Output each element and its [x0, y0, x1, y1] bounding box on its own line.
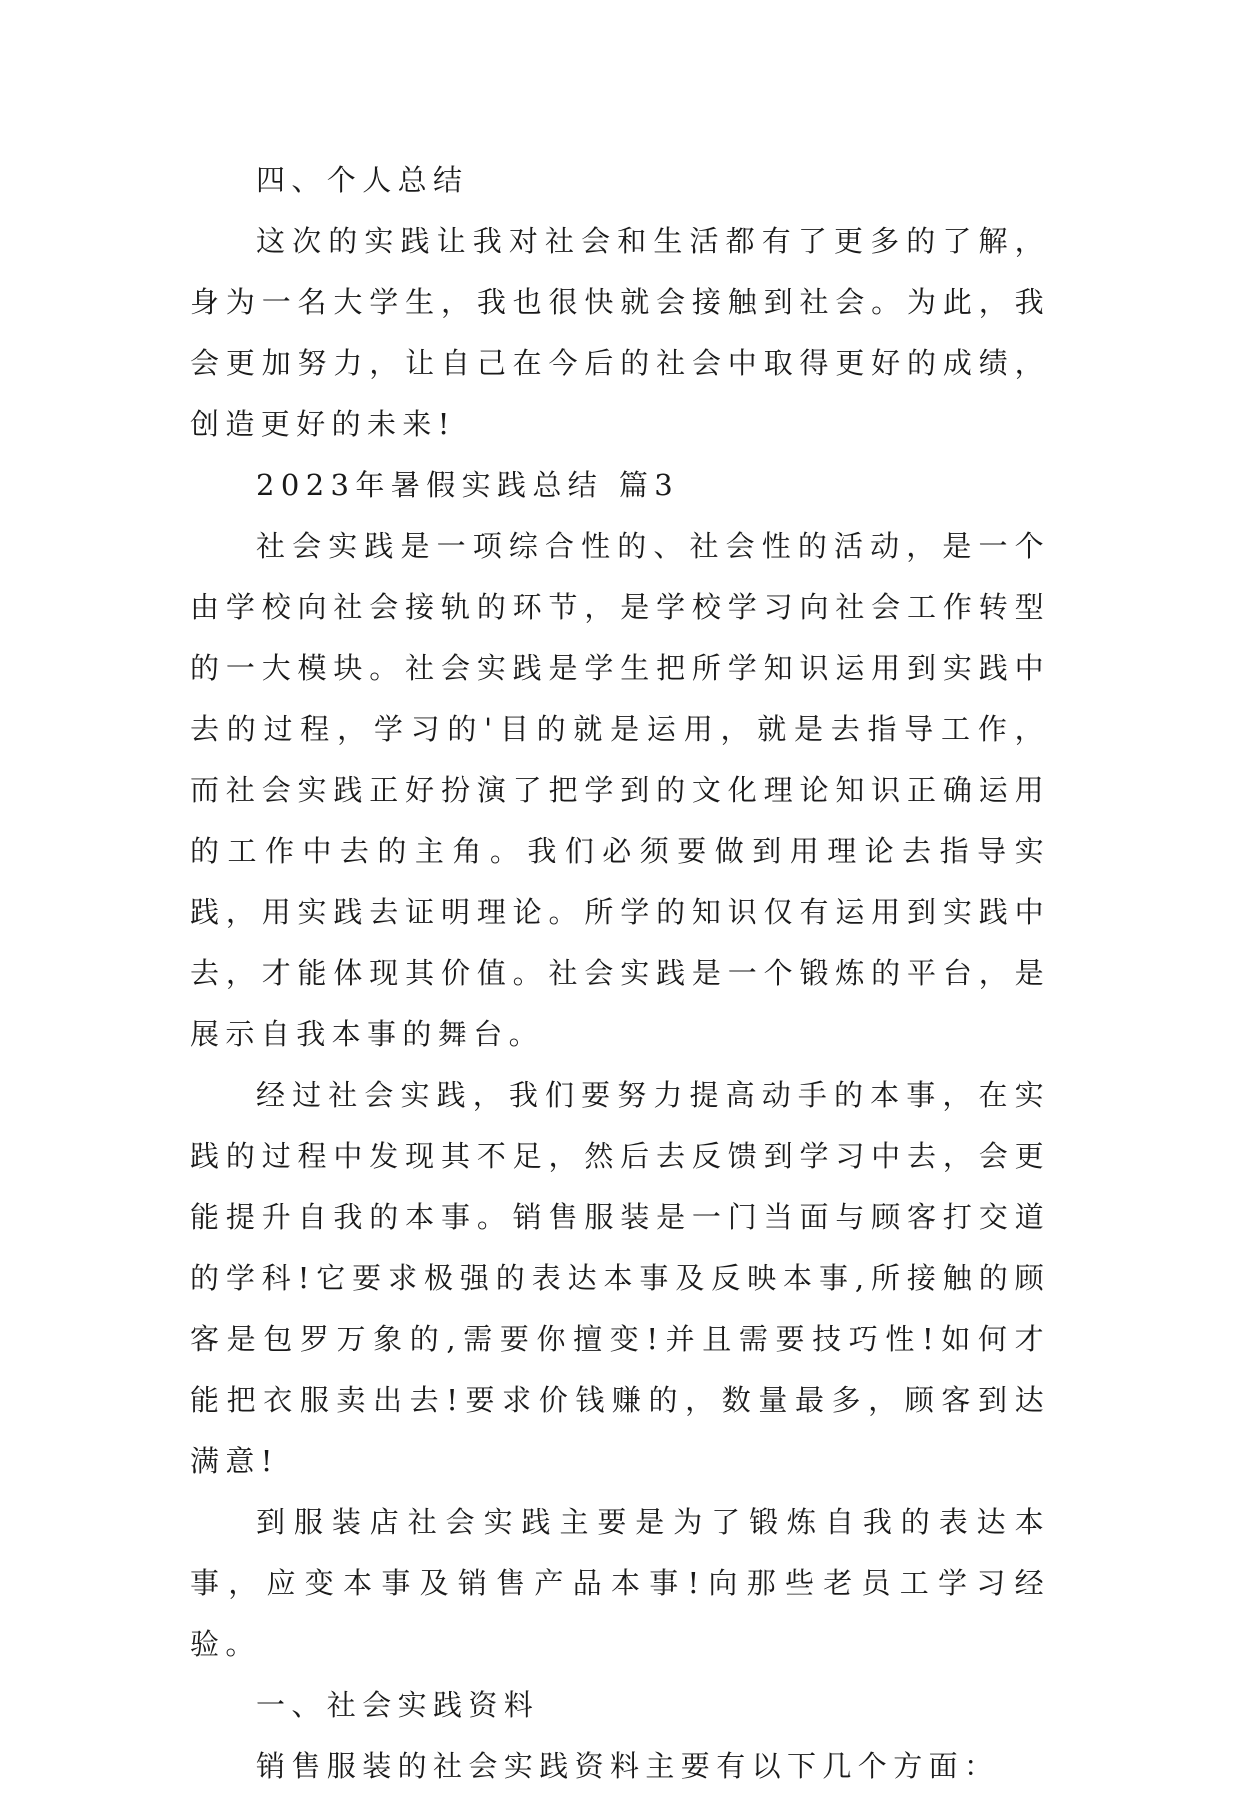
paragraph-purpose: 到服装店社会实践主要是为了锻炼自我的表达本事，应变本事及销售产品本事!向那些老员工学习经验。 — [190, 1505, 1050, 1661]
document-body — [190, 150, 1050, 1797]
article-title: 2023年暑假实践总结 篇3 — [256, 468, 680, 502]
section-heading-materials: 一、社会实践资料 — [256, 1688, 540, 1722]
paragraph-practice: 经过社会实践，我们要努力提高动手的本事，在实践的过程中发现其不足，然后去反馈到学习中去，会更能提升自我的本事。销售服装是一门当面与顾客打交道的学科!它要求极强的表达本事及反映本事,所接触的顾客是包罗万象的,需要你擅变!并且需要技巧性!如何才能把衣服卖出去!要求价钱赚的，数量最多，顾客到达满意! — [190, 1078, 1050, 1478]
paragraph-summary: 这次的实践让我对社会和生活都有了更多的了解，身为一名大学生，我也很快就会接触到社会。为此，我会更加努力，让自己在今后的社会中取得更好的成绩，创造更好的未来! — [190, 224, 1050, 441]
paragraph-intro: 社会实践是一项综合性的、社会性的活动，是一个由学校向社会接轨的环节，是学校学习向社会工作转型的一大模块。社会实践是学生把所学知识运用到实践中去的过程，学习的'目的就是运用，就是去指导工作，而社会实践正好扮演了把学到的文化理论知识正确运用的工作中去的主角。我们必须要做到用理论去指导实践，用实践去证明理论。所学的知识仅有运用到实践中去，才能体现其价值。社会实践是一个锻炼的平台，是展示自我本事的舞台。 — [190, 529, 1050, 1051]
paragraph-materials: 销售服装的社会实践资料主要有以下几个方面： — [256, 1749, 1000, 1783]
section-heading-personal-summary: 四、个人总结 — [256, 163, 469, 197]
